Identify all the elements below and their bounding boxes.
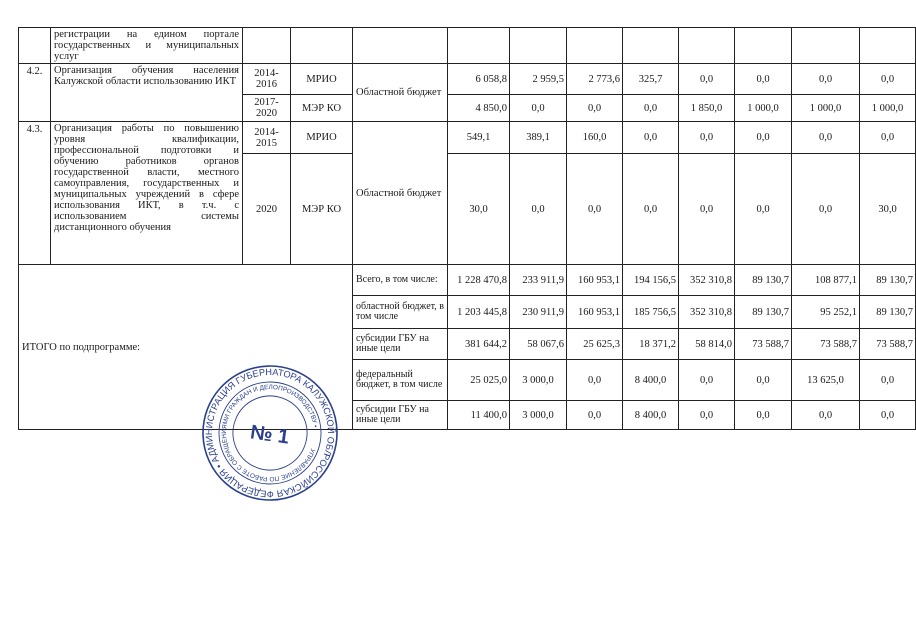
value-cell: 352 310,8 <box>679 296 735 329</box>
value-cell: 1 850,0 <box>679 95 735 122</box>
value-cell: 1 228 470,8 <box>448 265 510 296</box>
total-label: ИТОГО по подпрограмме: <box>19 265 353 430</box>
stamp-center-number: № 1 <box>248 421 291 449</box>
value-cell: 0,0 <box>679 64 735 95</box>
value-cell: 0,0 <box>510 154 567 265</box>
value-cell: 194 156,5 <box>623 265 679 296</box>
value-cell: 89 130,7 <box>860 265 916 296</box>
value-cell: 73 588,7 <box>792 329 860 360</box>
value-cell: 3 000,0 <box>510 360 567 401</box>
value-cell: 160,0 <box>567 122 623 154</box>
value-cell: 0,0 <box>679 154 735 265</box>
stamp-inner-text: УПРАВЛЕНИЕ ПО РАБОТЕ С ОБРАЩЕНИЯМИ ГРАЖДАН И ДЕЛОПРОИЗВОДСТВУ • <box>220 383 319 483</box>
value-cell: 89 130,7 <box>735 296 792 329</box>
value-cell: 0,0 <box>735 360 792 401</box>
value-cell: 389,1 <box>510 122 567 154</box>
value-cell: 325,7 <box>623 64 679 95</box>
value-cell: 0,0 <box>735 154 792 265</box>
source-cell: Областной бюджет <box>353 122 448 265</box>
value-cell: 352 310,8 <box>679 265 735 296</box>
official-stamp <box>200 363 340 503</box>
value-cell: 0,0 <box>567 154 623 265</box>
value-cell: 0,0 <box>567 401 623 430</box>
table-row <box>19 265 916 296</box>
value-cell: 0,0 <box>623 95 679 122</box>
row-num-cell <box>19 28 51 64</box>
table-row <box>19 28 916 64</box>
years-cell: 2020 <box>243 154 291 265</box>
value-cell: 160 953,1 <box>567 265 623 296</box>
value-cell: 25 625,3 <box>567 329 623 360</box>
row-desc-cell: Организация обучения населения Калужской области использованию ИКТ <box>51 64 243 122</box>
value-cell: 95 252,1 <box>792 296 860 329</box>
value-cell: 1 203 445,8 <box>448 296 510 329</box>
row-num-cell: 4.3. <box>19 122 51 265</box>
table-row <box>19 122 916 154</box>
value-cell: 2 959,5 <box>510 64 567 95</box>
executor-cell: МЭР КО <box>291 154 353 265</box>
value-cell: 89 130,7 <box>860 296 916 329</box>
value-cell: 58 067,6 <box>510 329 567 360</box>
value-cell: 1 000,0 <box>860 95 916 122</box>
executor-cell: МРИО <box>291 122 353 154</box>
value-cell: 0,0 <box>510 95 567 122</box>
value-cell: 58 814,0 <box>679 329 735 360</box>
source-cell: Областной бюджет <box>353 64 448 122</box>
table-row <box>19 64 916 95</box>
total-row-label: Всего, в том числе: <box>353 265 448 296</box>
value-cell: 3 000,0 <box>510 401 567 430</box>
value-cell: 0,0 <box>792 122 860 154</box>
value-cell: 8 400,0 <box>623 401 679 430</box>
value-cell: 0,0 <box>860 122 916 154</box>
value-cell: 89 130,7 <box>735 265 792 296</box>
value-cell: 73 588,7 <box>735 329 792 360</box>
value-cell: 0,0 <box>860 64 916 95</box>
years-cell: 2014-2016 <box>243 64 291 95</box>
value-cell: 0,0 <box>623 154 679 265</box>
value-cell: 73 588,7 <box>860 329 916 360</box>
value-cell: 233 911,9 <box>510 265 567 296</box>
value-cell: 0,0 <box>735 122 792 154</box>
years-cell: 2014-2015 <box>243 122 291 154</box>
value-cell: 381 644,2 <box>448 329 510 360</box>
value-cell: 0,0 <box>679 360 735 401</box>
value-cell: 0,0 <box>679 122 735 154</box>
stamp-outer-text: РОССИЙСКАЯ ФЕДЕРАЦИЯ • АДМИНИСТРАЦИЯ ГУБЕРНАТОРА КАЛУЖСКОЙ ОБЛАСТИ <box>203 366 337 500</box>
total-row-label: федеральный бюджет, в том числе <box>353 360 448 401</box>
executor-cell: МЭР КО <box>291 95 353 122</box>
value-cell: 0,0 <box>623 122 679 154</box>
value-cell: 4 850,0 <box>448 95 510 122</box>
value-cell: 0,0 <box>679 401 735 430</box>
total-row-label: областной бюджет, в том числе <box>353 296 448 329</box>
value-cell: 1 000,0 <box>792 95 860 122</box>
value-cell: 30,0 <box>860 154 916 265</box>
budget-table <box>18 27 916 430</box>
value-cell: 160 953,1 <box>567 296 623 329</box>
value-cell: 6 058,8 <box>448 64 510 95</box>
row-desc-cell: Организация работы по повышению уровня квалификации, профессиональной подготовки и обучению работников органов государственной власти, местного самоуправления, государственных и муниципальных учреждений в сфере использования ИКТ, в т.ч. с использованием системы дистанционного обучения <box>51 122 243 265</box>
value-cell: 0,0 <box>792 64 860 95</box>
value-cell: 0,0 <box>735 64 792 95</box>
value-cell: 0,0 <box>792 154 860 265</box>
value-cell: 2 773,6 <box>567 64 623 95</box>
total-row-label: субсидии ГБУ на иные цели <box>353 401 448 430</box>
executor-cell: МРИО <box>291 64 353 95</box>
value-cell: 8 400,0 <box>623 360 679 401</box>
value-cell: 0,0 <box>860 360 916 401</box>
value-cell: 30,0 <box>448 154 510 265</box>
value-cell: 13 625,0 <box>792 360 860 401</box>
value-cell: 230 911,9 <box>510 296 567 329</box>
value-cell: 108 877,1 <box>792 265 860 296</box>
value-cell: 11 400,0 <box>448 401 510 430</box>
value-cell: 18 371,2 <box>623 329 679 360</box>
value-cell: 0,0 <box>567 360 623 401</box>
row-num-cell: 4.2. <box>19 64 51 122</box>
value-cell: 0,0 <box>735 401 792 430</box>
row-desc-cell: регистрации на едином портале государственных и муниципальных услуг <box>51 28 243 64</box>
value-cell: 185 756,5 <box>623 296 679 329</box>
value-cell: 25 025,0 <box>448 360 510 401</box>
value-cell: 0,0 <box>567 95 623 122</box>
total-row-label: субсидии ГБУ на иные цели <box>353 329 448 360</box>
value-cell: 549,1 <box>448 122 510 154</box>
value-cell: 0,0 <box>860 401 916 430</box>
value-cell: 0,0 <box>792 401 860 430</box>
value-cell: 1 000,0 <box>735 95 792 122</box>
years-cell: 2017-2020 <box>243 95 291 122</box>
